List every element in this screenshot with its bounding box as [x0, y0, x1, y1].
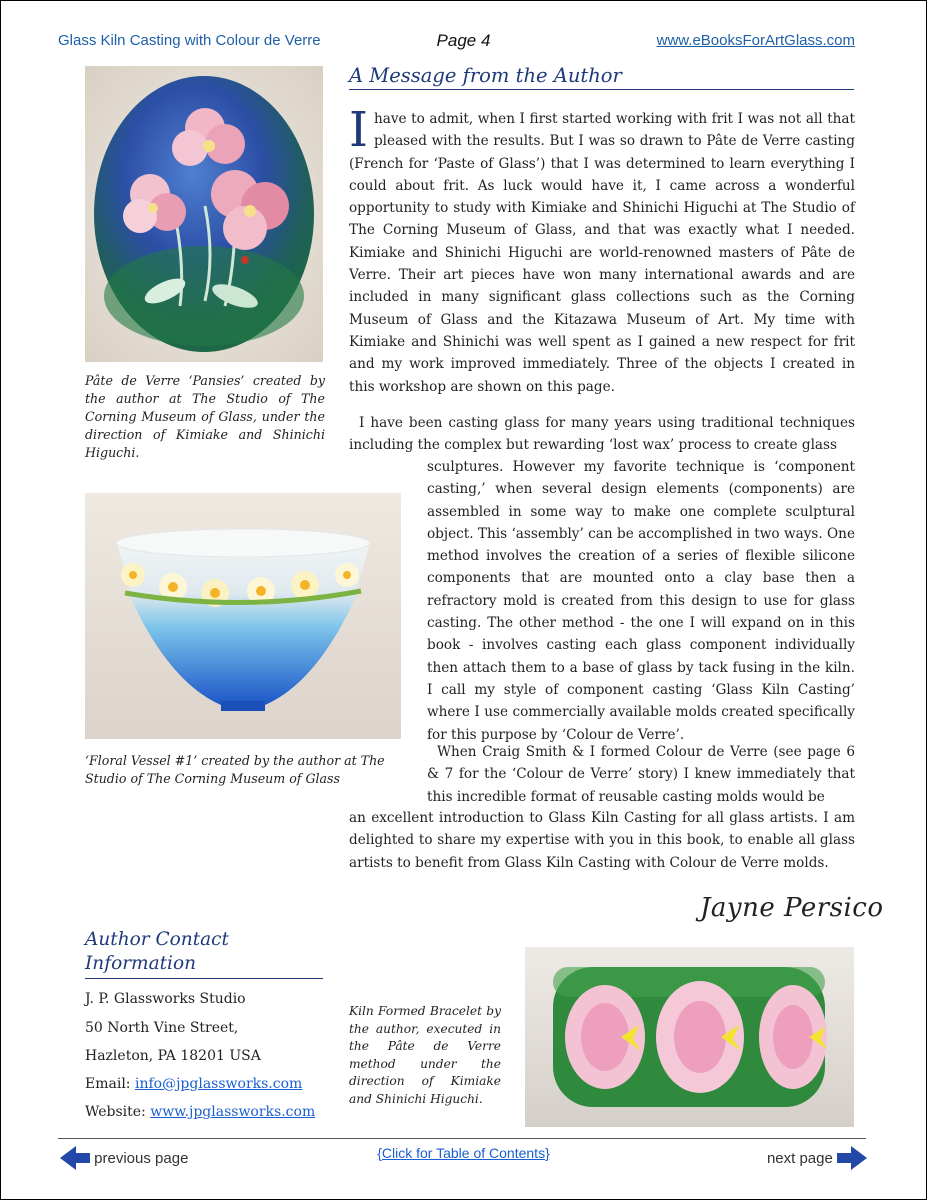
- drop-cap: I: [349, 102, 368, 158]
- pansies-photo: [85, 66, 323, 362]
- page-number: Page 4: [436, 31, 491, 50]
- bracelet-flower-3: [759, 985, 827, 1089]
- bracelet-caption: Kiln Formed Bracelet by the author, executed in the Pâte de Verre method under the direction of Kimiake and Shinichi Higuchi.: [349, 1004, 501, 1106]
- pansies-caption: Pâte de Verre ‘Pansies’ created by the author at The Studio of The Corning Museum of Glass, under the direction of Kimiake and Shinichi Higuchi.: [85, 373, 325, 460]
- email-link[interactable]: info@jpglassworks.com: [134, 1076, 303, 1092]
- email-line: Email: info@jpglassworks.com: [85, 1076, 303, 1092]
- footer-divider: [58, 1138, 866, 1139]
- vessel-illustration: [85, 493, 401, 739]
- message-paragraph-1: Ihave to admit, when I first started working with frit I was not all that pleased with the results. But I was so drawn to Pâte de Verre casting (French for ‘Paste of Glass’) that I was determined to learn everything I could about frit. As luck would have it, I came across a wonderful opportunity to study with Kimiake and Shinichi Higuchi at The Studio of The Corning Museum of Glass, and that was exactly what I needed. Kimiake and Shinichi Higuchi are world-renowned masters of Pâte de Verre. Their art pieces have won many international awards and are included in many significant glass collections such as the Corning Museum of Glass and the Kitazawa Museum of Art. My time with Kimiake and Shinichi was well spent as I gained a new respect for frit and my work improved immediately. Three of the objects I created in this workshop are shown on this page.: [349, 102, 855, 395]
- message-paragraph-2-start: I have been casting glass for many years using traditional techniques including the complex but rewarding ‘lost wax’ process to create glass: [349, 415, 855, 454]
- message-title: A Message from the Author: [349, 64, 854, 90]
- author-signature: Jayne Persico: [700, 893, 884, 923]
- street-address: 50 North Vine Street,: [85, 1020, 239, 1036]
- bracelet-photo: [525, 947, 854, 1127]
- website-line: Website: www.jpglassworks.com: [85, 1104, 316, 1120]
- studio-name: J. P. Glassworks Studio: [85, 991, 246, 1007]
- message-paragraph-3-start: When Craig Smith & I formed Colour de Verre (see page 6 & 7 for the ‘Colour de Verre’ story) I knew immediately that this incredible format of reusable casting molds would be: [427, 744, 855, 805]
- floral-vessel-caption: ‘Floral Vessel #1’ created by the author at The Studio of The Corning Museum of Glass: [85, 753, 385, 786]
- bracelet-flower-1: [565, 985, 645, 1089]
- bracelet-illustration: [525, 947, 854, 1127]
- message-paragraph-2-continued: sculptures. However my favorite technique is ‘component casting,’ when several design elements (components) are assembled in some way to make one complete sculptural object. This ‘assembly’ can be accomplished in two ways. One method involves the creation of a series of flexible silicone components that are mounted onto a clay base then a refractory mold is created from this design to use for glass casting. The other method - the one I will expand on in this book - involves casting each glass component individually then attach them to a base of glass by tack fusing in the kiln. I call my style of component casting ‘Glass Kiln Casting’ where I use commercially available molds created specifically for this purpose by ‘Colour de Verre’.: [427, 459, 855, 743]
- book-title-header: Glass Kiln Casting with Colour de Verre: [58, 32, 321, 49]
- table-of-contents-link[interactable]: {Click for Table of Contents}: [377, 1145, 550, 1161]
- previous-page-label: previous page: [94, 1149, 189, 1167]
- floral-vessel-photo: [85, 493, 401, 739]
- website-link-header[interactable]: www.eBooksForArtGlass.com: [656, 32, 855, 49]
- arrow-right-icon: [837, 1146, 867, 1170]
- city-address: Hazleton, PA 18201 USA: [85, 1048, 261, 1064]
- message-paragraph-3-continued: an excellent introduction to Glass Kiln Casting for all glass artists. I am delighted to share my expertise with you in this book, to enable all glass artists to benefit from Glass Kiln Casting with Colour de Verre molds.: [349, 810, 855, 871]
- pansies-illustration: [85, 66, 323, 362]
- next-page-label: next page: [766, 1149, 833, 1167]
- website-link[interactable]: www.jpglassworks.com: [150, 1104, 316, 1120]
- next-page-button[interactable]: [767, 1146, 867, 1170]
- bracelet-flower-2: [656, 981, 744, 1093]
- contact-title: Author Contact Information: [85, 928, 323, 979]
